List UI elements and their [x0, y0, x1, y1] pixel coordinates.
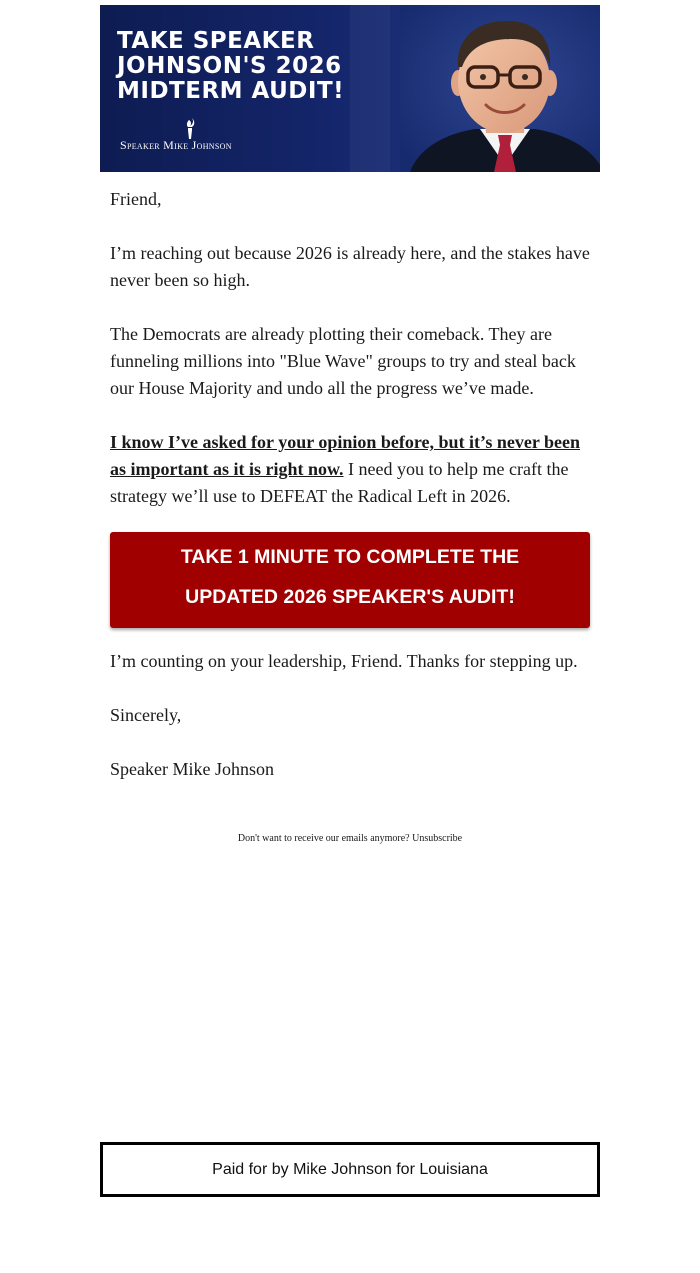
unsubscribe-link[interactable]: Unsubscribe	[412, 833, 463, 844]
torch-icon	[180, 118, 200, 140]
cta-line-2: UPDATED 2026 SPEAKER'S AUDIT!	[185, 586, 515, 608]
email-container	[100, 5, 600, 846]
cta-line-1: TAKE 1 MINUTE TO COMPLETE THE	[180, 546, 520, 568]
speaker-portrait	[400, 5, 600, 172]
paragraph-democrats: The Democrats are already plotting their comeback. They are funneling millions into "Blue Wave" groups to try and steal back our House Majority and undo all the progress we’ve made.	[110, 324, 576, 398]
signature: Speaker Mike Johnson	[110, 759, 274, 779]
paragraph-thanks: I’m counting on your leadership, Friend. Thanks for stepping up.	[110, 651, 578, 671]
paragraph-ask	[110, 429, 590, 510]
brand-logo	[120, 118, 280, 154]
brand-name: Speaker Mike Johnson	[120, 138, 232, 152]
email-body	[100, 186, 600, 510]
complete-audit-button[interactable]	[110, 532, 590, 628]
banner-headline: TAKE SPEAKER JOHNSON'S 2026 MIDTERM AUDIT!	[117, 28, 345, 104]
paragraph-ask-rest: I need you to help me craft the strategy we’ll use to DEFEAT the Radical Left in 2026.	[110, 459, 569, 506]
email-closing	[100, 648, 600, 783]
signoff: Sincerely,	[110, 705, 182, 725]
header-banner[interactable]	[100, 5, 600, 172]
unsubscribe-text: Don't want to receive our emails anymore?	[237, 833, 410, 844]
paid-for-disclaimer: Paid for by Mike Johnson for Louisiana	[100, 1142, 600, 1197]
greeting: Friend,	[110, 189, 162, 209]
emphasis-text: I know I’ve asked for your opinion before, but it’s never been as important as it is right now.	[110, 432, 581, 479]
unsubscribe-line	[100, 832, 600, 846]
paragraph-intro: I’m reaching out because 2026 is already here, and the stakes have never been so high.	[110, 243, 590, 290]
